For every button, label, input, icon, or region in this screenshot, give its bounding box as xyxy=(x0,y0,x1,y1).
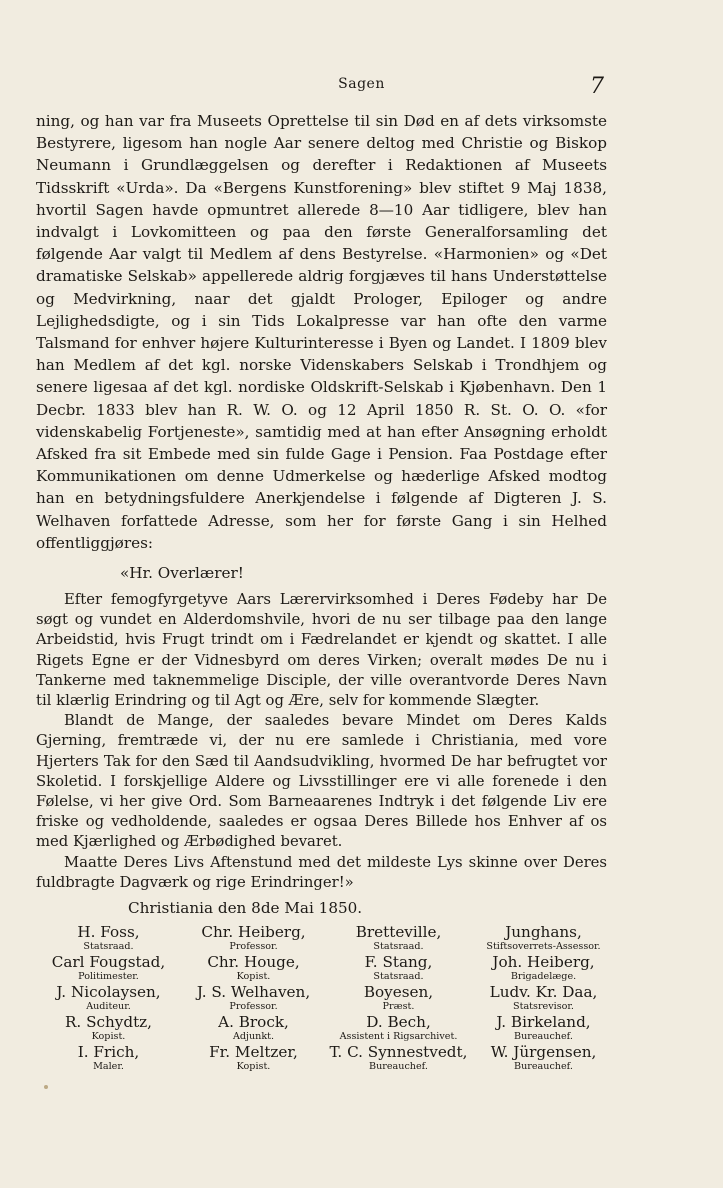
signature xyxy=(471,1044,616,1073)
signature-name: T. C. Synnestvedt, xyxy=(329,1043,468,1061)
signature-name: I. Frich, xyxy=(77,1043,140,1061)
signature-title: Statsrevisor. xyxy=(513,1001,574,1012)
body-text xyxy=(36,110,607,554)
signature xyxy=(326,984,471,1013)
signature-name: Ludv. Kr. Daa, xyxy=(489,983,598,1001)
signature-title: Kopist. xyxy=(236,1061,271,1072)
signature xyxy=(36,954,181,983)
letter-paragraph-3: Maatte Deres Livs Aftenstund med det mildeste Lys skinne over Deres fuldbragte Dagværk og rige Erindringer!» xyxy=(36,853,607,891)
signature-name: R. Schydtz, xyxy=(64,1013,153,1031)
letter-date-line: Christiania den 8de Mai 1850. xyxy=(128,899,363,917)
body-paragraph: ning, og han var fra Museets Oprettelse til sin Død en af dets virksomste Bestyrere, ligesom han nogle Aar senere deltog med Christie og Biskop Neumann i Grundlæggelsen og derefter i Redaktionen af Museets Tidsskrift «Urda». Da «Bergens Kunstforening» blev stiftet 9 Maj 1838, hvortil Sagen havde opmuntret allerede 8—10 Aar tidligere, blev han indvalgt i Lovkomitteen og paa den første Generalforsamling det følgende Aar valgt til Medlem af dens Bestyrelse. «Harmonien» og «Det dramatiske Selskab» appellerede aldrig forgjæves til hans Understøttelse og Medvirkning, naar det gjaldt Prologer, Epiloger og andre Lejlighedsdigte, og i sin Tids Lokalpresse var han ofte den varme Talsmand for enhver højere Kulturinteresse i Byen og Landet. I 1809 blev han Medlem af det kgl. norske Videnskabers Selskab i Trondhjem og senere ligesaa af det kgl. nordiske Oldskrift-Selskab i Kjøbenhavn. Den 1 Decbr. 1833 blev han R. W. O. og 12 April 1850 R. St. O. O. «for videnskabelig Fortjeneste», samtidig med at han efter Ansøgning erholdt Afsked fra sit Embede med sin fulde Gage i Pension. Faa Postdage efter Kommunikationen om denne Udmerkelse og hæderlige Afsked modtog han en betydningsfuldere Anerkjendelse i følgende af Digteren J. S. Welhaven forfattede Adresse, som her for første Gang i sin Helhed offentliggjøres: xyxy=(36,112,607,552)
signature-name: W. Jürgensen, xyxy=(490,1043,597,1061)
signature-name: Joh. Heiberg, xyxy=(492,953,595,971)
signature xyxy=(36,1014,181,1043)
signature-name: Chr. Houge, xyxy=(207,953,300,971)
signature-title: Auditeur. xyxy=(86,1001,131,1012)
signature-title: Kopist. xyxy=(91,1031,126,1042)
signature xyxy=(326,954,471,983)
signature-name: Bretteville, xyxy=(355,923,442,941)
signature-name: Fr. Meltzer, xyxy=(209,1043,298,1061)
signature-title: Stiftsoverrets-Assessor. xyxy=(486,941,601,952)
signature-name: A. Brock, xyxy=(218,1013,289,1031)
signature-title: Præst. xyxy=(382,1001,415,1012)
signature-title: Bureauchef. xyxy=(369,1061,428,1072)
letter-paragraph-2: Blandt de Mange, der saaledes bevare Mindet om Deres Kalds Gjerning, fremtræde vi, der nu ere samlede i Christiania, med vore Hjerters Tak for den Sæd til Aandsudvikling, hvormed De har befrugtet vor Skoletid. I forskjellige Aldere og Livsstillinger ere vi alle forenede i den Følelse, vi her give Ord. Som Barneaarenes Indtryk i det følgende Liv ere friske og vedholdende, saaledes er ogsaa Deres Billede hos Enhver af os med Kjærlighed og Ærbødighed bevaret. xyxy=(36,712,607,851)
signature-name: Chr. Heiberg, xyxy=(201,923,306,941)
signature xyxy=(471,984,616,1013)
signature-title: Maler. xyxy=(93,1061,124,1072)
signature xyxy=(181,1044,326,1073)
signature-name: Carl Fougstad, xyxy=(51,953,166,971)
signature xyxy=(471,954,616,983)
signature-title: Professor. xyxy=(229,1001,278,1012)
signature xyxy=(36,1044,181,1073)
signature xyxy=(326,1044,471,1073)
signature xyxy=(471,924,616,953)
signature xyxy=(326,924,471,953)
letter-salutation: «Hr. Overlærer! xyxy=(120,564,244,582)
ink-speck xyxy=(44,1085,48,1089)
signature-title: Politimester. xyxy=(78,971,139,982)
running-title: Sagen xyxy=(338,76,385,92)
signature xyxy=(36,924,181,953)
letter-body xyxy=(36,590,607,893)
letter-paragraph-1: Efter femogfyrgetyve Aars Lærervirksomhed i Deres Fødeby har De søgt og vundet en Alderdomshvile, hvori de nu ser tilbage paa den lange Arbeidstid, hvis Frugt trindt om i Fædrelandet er kjendt og skattet. I alle Rigets Egne er der Vidnesbyrd om deres Virken; overalt mødes De nu i Tankerne med taknemmelige Disciple, der ville overantvorde Deres Navn til klærlig Erindring og til Agt og Ære, selv for kommende Slægter. xyxy=(36,591,607,710)
signature xyxy=(181,984,326,1013)
signature-name: Boyesen, xyxy=(363,983,434,1001)
signature-name: H. Foss, xyxy=(77,923,140,941)
signature-title: Bureauchef. xyxy=(514,1031,573,1042)
signature xyxy=(181,954,326,983)
signature-title: Kopist. xyxy=(236,971,271,982)
signature-title: Statsraad. xyxy=(373,971,424,982)
signature-name: F. Stang, xyxy=(364,953,433,971)
signature-title: Assistent i Rigsarchivet. xyxy=(339,1031,458,1042)
signature-title: Bureauchef. xyxy=(514,1061,573,1072)
page-number: 7 xyxy=(590,74,604,99)
signature-name: Junghans, xyxy=(505,923,582,941)
signature-title: Adjunkt. xyxy=(232,1031,275,1042)
signature-title: Statsraad. xyxy=(83,941,134,952)
signature-name: J. S. Welhaven, xyxy=(196,983,311,1001)
signature-title: Brigadelæge. xyxy=(510,971,577,982)
signature xyxy=(326,1014,471,1043)
signature-title: Professor. xyxy=(229,941,278,952)
signature-name: D. Bech, xyxy=(366,1013,431,1031)
signature-list xyxy=(36,924,616,1073)
signature xyxy=(181,1014,326,1043)
signature-name: J. Birkeland, xyxy=(496,1013,591,1031)
signature-title: Statsraad. xyxy=(373,941,424,952)
signature xyxy=(181,924,326,953)
signature-name: J. Nicolaysen, xyxy=(56,983,161,1001)
signature xyxy=(471,1014,616,1043)
signature xyxy=(36,984,181,1013)
